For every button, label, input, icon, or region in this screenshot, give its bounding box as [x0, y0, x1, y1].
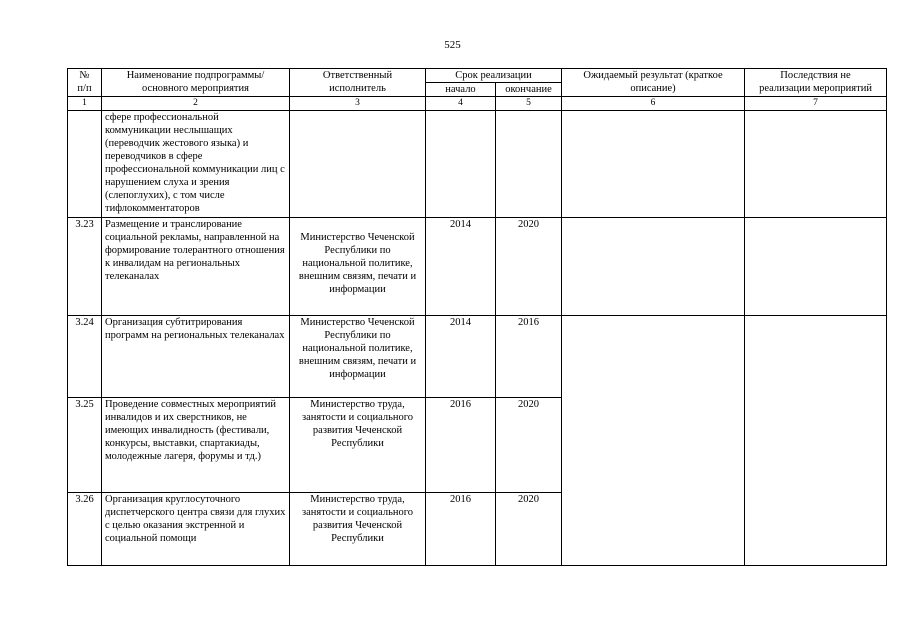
row-end — [496, 111, 562, 218]
header-executor: Ответственный исполнитель — [290, 69, 426, 97]
row-name: Проведение совместных мероприятий инвалидов и их сверстников, не имеющих инвалидность (фестивали, конкурсы, выставки, спартакиады, молодежные лагеря, форумы и тд.) — [102, 398, 290, 493]
measures-table — [67, 68, 887, 566]
header-number: № п/п — [68, 69, 102, 97]
row-number: 3.23 — [68, 218, 102, 316]
row-executor: Министерство Чеченской Республики по национальной политике, внешним связям, печати и информации — [290, 316, 426, 398]
row-number: 3.25 — [68, 398, 102, 493]
row-result — [562, 316, 745, 566]
row-consequences — [745, 111, 887, 218]
column-number: 7 — [745, 97, 887, 111]
row-name: сфере профессиональной коммуникации неслышащих (переводчик жестового языка) и переводчиков в сфере профессиональной коммуникации лиц с нарушением слуха и зрения (слепоглухих), с том числе тифлокомментаторов — [102, 111, 290, 218]
header-start: начало — [426, 83, 496, 97]
row-result — [562, 218, 745, 316]
table-row — [68, 218, 887, 316]
row-end: 2020 — [496, 493, 562, 566]
row-end: 2020 — [496, 398, 562, 493]
column-number: 1 — [68, 97, 102, 111]
header-result: Ожидаемый результат (краткое описание) — [562, 69, 745, 97]
column-number: 3 — [290, 97, 426, 111]
row-name: Размещение и транслирование социальной рекламы, направленной на формирование толерантного отношения к инвалидам на региональных телеканалах — [102, 218, 290, 316]
row-end: 2016 — [496, 316, 562, 398]
row-number — [68, 111, 102, 218]
row-executor — [290, 111, 426, 218]
header-period: Срок реализации — [426, 69, 562, 83]
row-start: 2016 — [426, 398, 496, 493]
header-consequences: Последствия не реализации мероприятий — [745, 69, 887, 97]
column-number: 2 — [102, 97, 290, 111]
column-number: 4 — [426, 97, 496, 111]
row-executor: Министерство труда, занятости и социального развития Чеченской Республики — [290, 398, 426, 493]
column-number: 5 — [496, 97, 562, 111]
header-row — [68, 69, 887, 83]
header-end: окончание — [496, 83, 562, 97]
column-number: 6 — [562, 97, 745, 111]
row-end: 2020 — [496, 218, 562, 316]
header-name: Наименование подпрограммы/ основного мероприятия — [102, 69, 290, 97]
row-start: 2014 — [426, 316, 496, 398]
row-number: 3.26 — [68, 493, 102, 566]
row-result — [562, 111, 745, 218]
table-row — [68, 111, 887, 218]
row-consequences — [745, 316, 887, 566]
row-consequences — [745, 218, 887, 316]
row-executor: Министерство Чеченской Республики по национальной политике, внешним связям, печати и информации — [290, 218, 426, 316]
row-name: Организация субтитрирования программ на региональных телеканалах — [102, 316, 290, 398]
page-number: 525 — [444, 39, 461, 51]
row-executor: Министерство труда, занятости и социального развития Чеченской Республики — [290, 493, 426, 566]
row-name: Организация круглосуточного диспетчерского центра связи для глухих с целью оказания экстренной и социальной помощи — [102, 493, 290, 566]
row-start: 2014 — [426, 218, 496, 316]
column-numbers-row — [68, 97, 887, 111]
row-start — [426, 111, 496, 218]
table-row — [68, 316, 887, 398]
row-start: 2016 — [426, 493, 496, 566]
row-number: 3.24 — [68, 316, 102, 398]
